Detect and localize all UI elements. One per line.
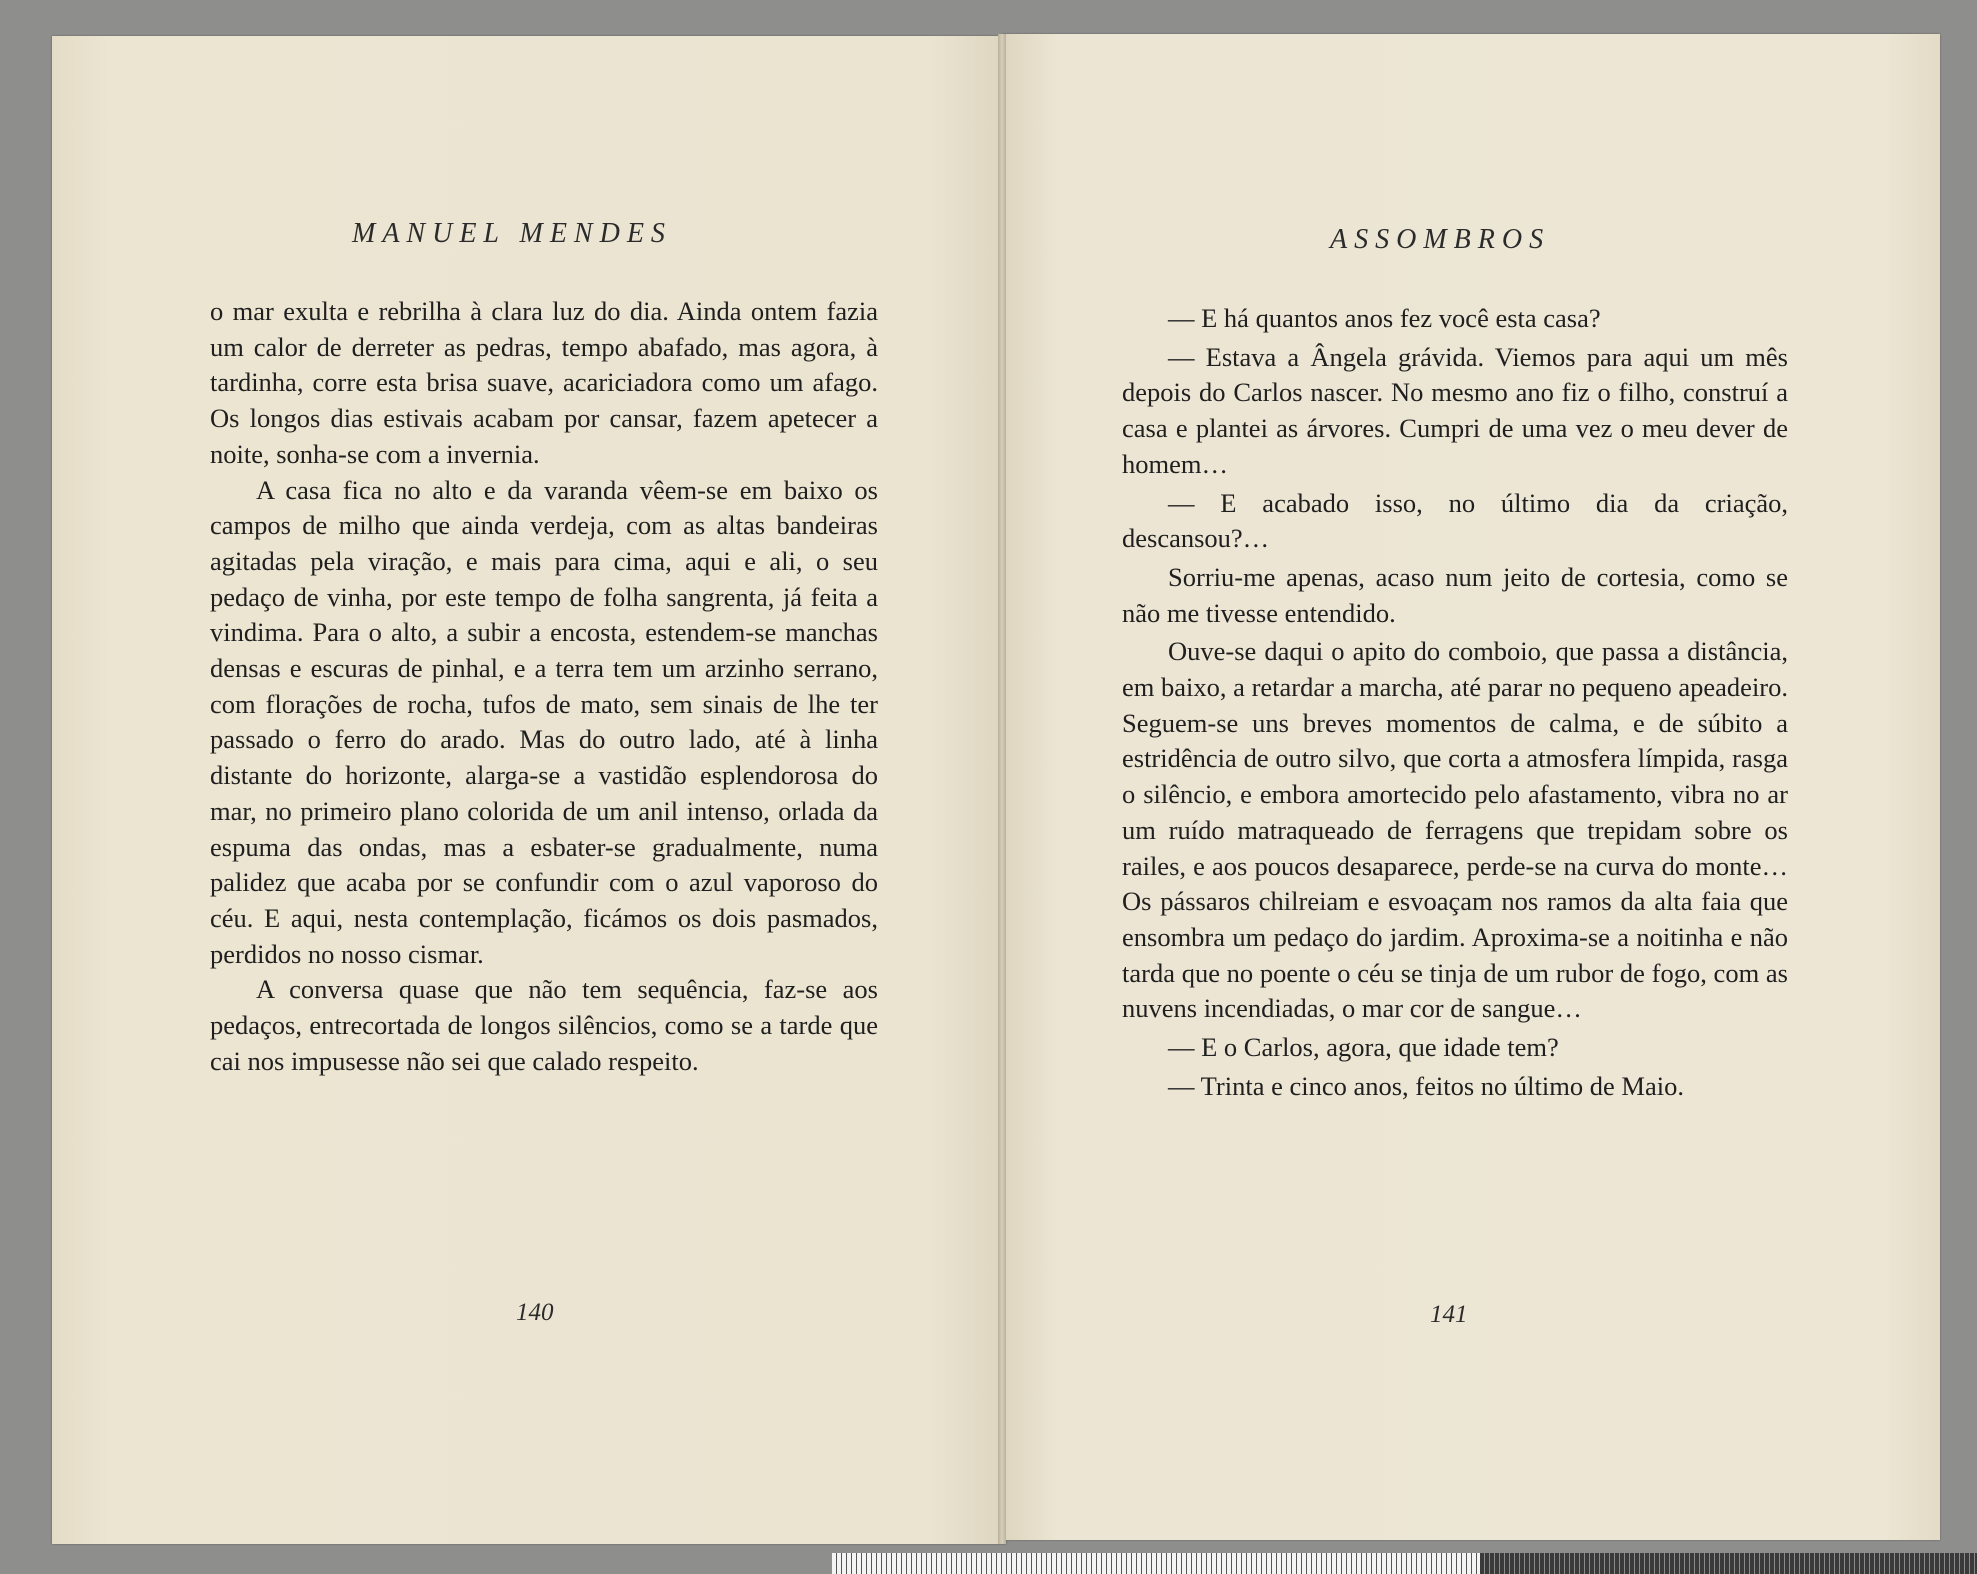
left-paragraph-3: A conversa quase que não tem sequência, faz-se aos pedaços, entrecortada de longos silêncios, como se a tarde que cai nos impusesse não sei que calado respeito.: [210, 974, 878, 1076]
right-paragraph-5: Ouve-se daqui o apito do comboio, que passa a distância, em baixo, a retardar a marcha, até parar no pequeno apeadeiro. Seguem-se uns breves momentos de calma, e de súbito a estridência de outro silvo, que corta a atmosfera límpida, rasga o silêncio, e embora amortecido pelo afastamento, vibra no ar um ruído matraqueado de ferragens que trepidam sobre os railes, e aos poucos desaparece, perde-se na curva do monte… Os pássaros chilreiam e esvoaçam nos ramos da alta faia que ensombra um pedaço do jardim. Aproxima-se a noitinha e não tarda que no poente o céu se tinja de um rubor de fogo, com as nuvens incendiadas, o mar cor de sangue…: [1122, 636, 1788, 1024]
right-paragraph-7: — Trinta e cinco anos, feitos no último de Maio.: [1168, 1070, 1684, 1101]
left-paragraph-1: o mar exulta e rebrilha à clara luz do dia. Ainda ontem fazia um calor de derreter as pedras, tempo abafado, mas agora, à tardinha, corre esta brisa suave, acariciadora como um afago. Os longos dias estivais acabam por cansar, fazem apetecer a noite, sonha-se com a invernia.: [210, 296, 878, 469]
right-paragraph-1: — E há quantos anos fez você esta casa?: [1168, 303, 1601, 333]
right-text-block: [1122, 301, 1788, 1104]
scale-ruler: [832, 1553, 1977, 1574]
right-paragraph-6: — E o Carlos, agora, que idade tem?: [1168, 1032, 1559, 1063]
scale-ruler-dark-segment: [1480, 1553, 1977, 1574]
right-paragraph-3: — E acabado isso, no último dia da criação, descansou?…: [1122, 487, 1788, 554]
right-paragraph-4: Sorriu-me apenas, acaso num jeito de cortesia, como se não me tivesse entendido.: [1122, 561, 1788, 628]
left-running-head: MANUEL MENDES: [352, 218, 672, 249]
right-page-number: 141: [1430, 1301, 1468, 1328]
left-page-number: 140: [516, 1299, 554, 1326]
book-gutter: [998, 34, 1006, 1544]
left-paragraph-2: A casa fica no alto e da varanda vêem-se em baixo os campos de milho que ainda verdeja, com as altas bandeiras agitadas pela viração, e mais para cima, aqui e ali, o seu pedaço de vinha, por este tempo de folha sangrenta, já feita a vindima. Para o alto, a subir a encosta, estendem-se manchas densas e escuras de pinhal, e a terra tem um arzinho serrano, com florações de rocha, tufos de mato, sem sinais de lhe ter passado o ferro do arado. Mas do outro lado, até à linha distante do horizonte, alarga-se a vastidão esplendorosa do mar, no primeiro plano colorida de um anil intenso, orlada da espuma das ondas, mas a esbater-se gradualmente, numa palidez que acaba por se confundir com o azul vaporoso do céu. E aqui, nesta contemplação, ficámos os dois pasmados, perdidos no nosso cismar.: [210, 474, 878, 969]
right-running-head: ASSOMBROS: [1330, 224, 1551, 255]
left-text-block: [210, 294, 878, 1079]
right-paragraph-2: — Estava a Ângela grávida. Viemos para aqui um mês depois do Carlos nascer. No mesmo ano fiz o filho, construí a casa e plantei as árvores. Cumpri de uma vez o meu dever de homem…: [1122, 341, 1788, 479]
